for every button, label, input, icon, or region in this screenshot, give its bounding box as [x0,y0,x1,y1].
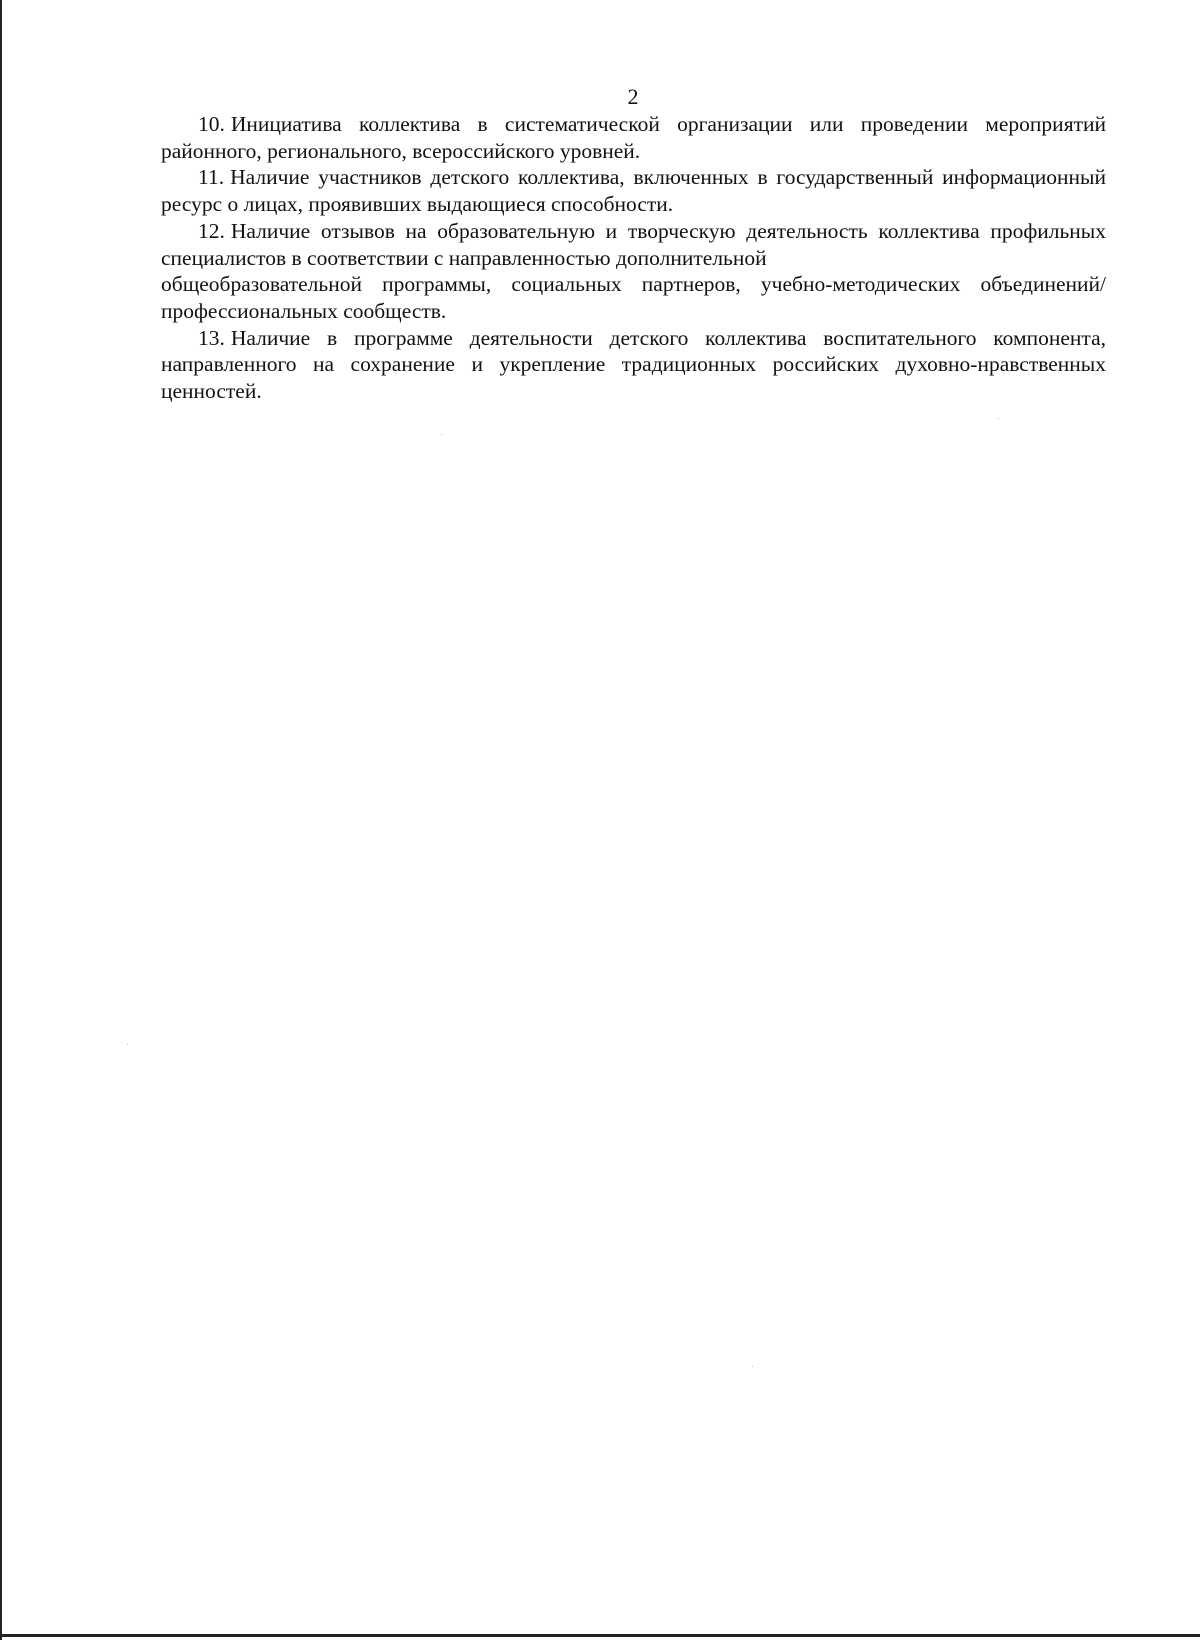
item-text: Наличие участников детского коллектива, включенных в государственный информационный ресурс о лицах, проявивших выдающиеся способности. [161,165,1106,217]
list-item-10 [161,111,1106,164]
item-text-part-2: общеобразовательной программы, социальных партнеров, учебно-методических объединений/профессиональных сообществ. [161,272,1106,323]
scan-speck [441,434,442,435]
scan-speck [998,418,999,419]
scan-speck [752,1366,753,1367]
document-body [161,111,1106,405]
item-number: 13. [198,325,225,350]
item-number: 12. [198,218,225,243]
list-item-12 [161,218,1106,271]
item-number: 11. [198,165,225,190]
scan-edge-bottom [0,1634,1200,1637]
list-item-12-continuation [161,271,1106,324]
item-text-part-1: Наличие отзывов на образовательную и творческую деятельность коллектива профильных специалистов в соответствии с направленностью дополнительной [161,218,1106,270]
list-item-13 [161,325,1106,405]
item-number: 10. [198,112,225,136]
scan-speck [127,1044,128,1045]
scan-edge-left [0,0,2,1640]
list-item-11 [161,164,1106,217]
page-number: 2 [627,84,639,109]
item-text: Инициатива коллектива в систематической организации или проведении мероприятий районного, регионального, всероссийского уровней. [161,112,1106,163]
item-text: Наличие в программе деятельности детского коллектива воспитательного компонента, направленного на сохранение и укрепление традиционных российских духовно-нравственных ценностей. [161,325,1106,404]
